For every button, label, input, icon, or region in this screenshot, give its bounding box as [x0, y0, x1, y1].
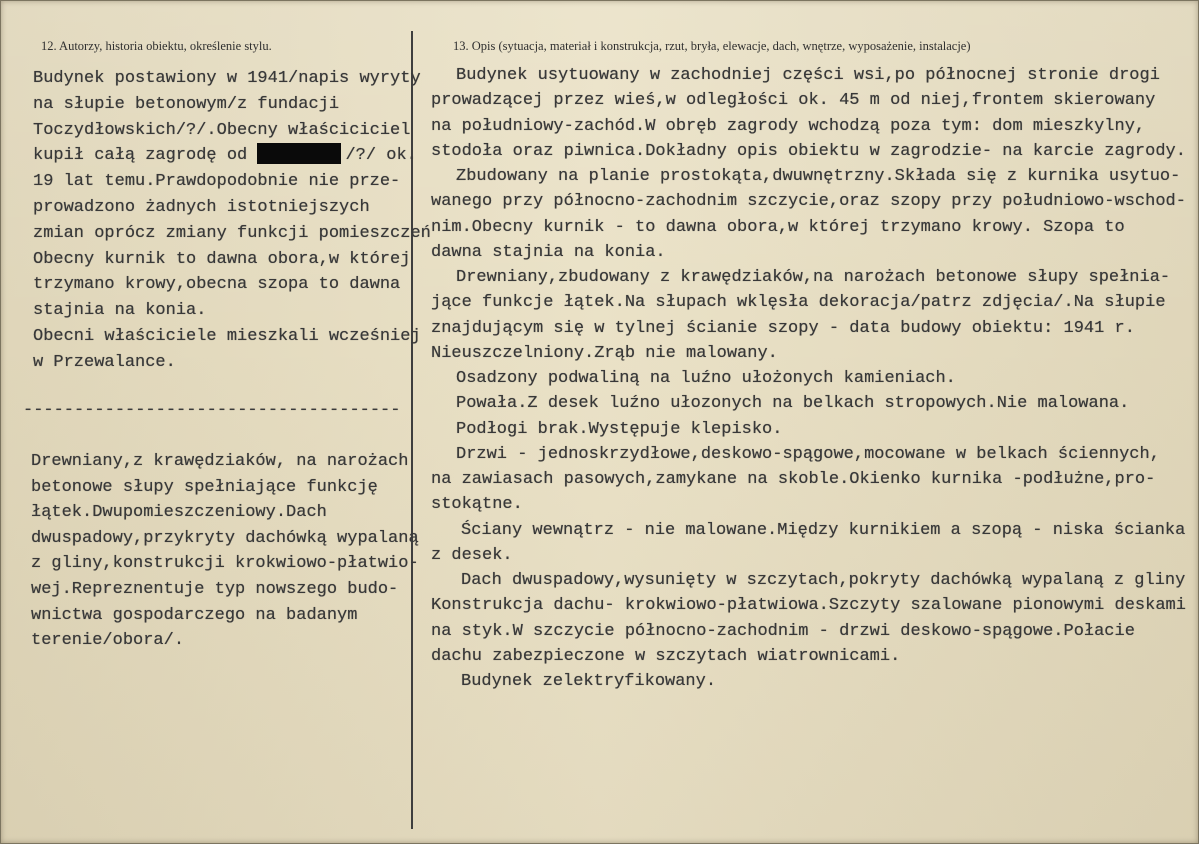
history-line: trzymano krowy,obecna szopa to dawna: [33, 275, 401, 295]
history-line: w Przewalance.: [33, 352, 176, 372]
history-line-part: kupił całą zagrodę od: [33, 146, 258, 166]
description-line: Dach dwuspadowy,wysunięty w szczytach,pokryty dachówką wypalaną z gliny: [461, 571, 1186, 590]
style-line: z gliny,konstrukcji krokwiowo-płatwio-: [31, 554, 419, 574]
description-line: Drzwi - jednoskrzydłowe,deskowo-spągowe,mocowane w belkach ściennych,: [456, 444, 1160, 464]
description-line: Ściany wewnątrz - nie malowane.Między kurnikiem a szopą - niska ścianka: [461, 520, 1186, 540]
description-line: stodoła oraz piwnica.Dokładny opis obiektu w zagrodzie- na karcie zagrody.: [431, 141, 1186, 161]
style-line: Drewniany,z krawędziaków, na narożach: [31, 452, 409, 471]
description-line: prowadzącej przez wieś,w odległości ok. 45 m od niej,frontem skierowany: [431, 91, 1156, 111]
style-line: wej.Repreznentuje typ nowszego budo-: [31, 579, 399, 599]
description-line: na zawiasach pasowych,zamykane na skoble.Okienko kurnika -podłużne,pro-: [431, 470, 1156, 489]
history-text: [33, 66, 431, 376]
style-line: betonowe słupy spełniające funkcję: [31, 477, 378, 497]
description-line: Budynek usytuowany w zachodniej części wsi,po północnej stronie drogi: [456, 66, 1160, 85]
description-line: na południowy-zachód.W obręb zagrody wchodzą poza tym: dom mieszkylny,: [431, 116, 1146, 136]
history-line: Toczydłowskich/?/.Obecny właściciciel: [33, 120, 411, 140]
description-line: Osadzony podwaliną na luźno ułożonych kamieniach.: [456, 369, 956, 388]
description-line: znajdującym się w tylnej ścianie szopy - data budowy obiektu: 1941 r.: [431, 318, 1135, 338]
description-line: Powała.Z desek luźno ułozonych na belkach stropowych.Nie malowana.: [456, 394, 1130, 414]
history-line: 19 lat temu.Prawdopodobnie nie prze-: [33, 172, 401, 192]
section-12-heading: 12. Autorzy, historia obiektu, określenie stylu.: [41, 39, 272, 53]
description-line: nim.Obecny kurnik - to dawna obora,w której trzymano krowy. Szopa to: [431, 217, 1125, 237]
history-line: na słupie betonowym/z fundacji: [33, 94, 340, 114]
history-line: stajnia na konia.: [33, 301, 207, 321]
description-line: stokątne.: [431, 495, 523, 515]
description-line: z desek.: [431, 545, 513, 565]
description-text: [431, 63, 1186, 694]
description-line: Podłogi brak.Występuje klepisko.: [456, 419, 783, 439]
description-line: Nieuszczelniony.Zrąb nie malowany.: [431, 343, 778, 363]
history-line: Obecni właściciele mieszkali wcześniej: [33, 326, 421, 346]
description-line: wanego przy północno-zachodnim szczycie,oraz szopy przy południowo-wschod-: [431, 192, 1186, 212]
description-line: Drewniany,zbudowany z krawędziaków,na narożach betonowe słupy spełnia-: [456, 268, 1171, 287]
history-line: Budynek postawiony w 1941/napis wyryty: [33, 69, 421, 88]
description-line: dachu zabezpieczone w szczytach wiatrownicami.: [431, 646, 901, 666]
history-line-redacted: [33, 143, 431, 169]
description-line: Konstrukcja dachu- krokwiowo-płatwiowa.Szczyty szalowane pionowymi deskami: [431, 596, 1186, 616]
style-line: dwuspadowy,przykryty dachówką wypalaną: [31, 528, 419, 548]
style-line: terenie/obora/.: [31, 631, 185, 651]
history-line: zmian oprócz zmiany funkcji pomieszczeń: [33, 223, 431, 243]
description-line: Zbudowany na planie prostokąta,dwuwnętrzny.Składa się z kurnika usytuo-: [456, 167, 1181, 186]
style-line: łątek.Dwupomieszczeniowy.Dach: [31, 503, 327, 523]
separator-line: -------------------------------------: [23, 401, 401, 420]
history-line: prowadzono żadnych istotniejszych: [33, 197, 370, 217]
section-13-heading: 13. Opis (sytuacja, materiał i konstrukcja, rzut, bryła, elewacje, dach, wnętrze, wyposażenie, instalacje): [453, 39, 971, 53]
history-line: Obecny kurnik to dawna obora,w której: [33, 249, 411, 269]
dashed-separator: [23, 398, 400, 424]
description-line: jące funkcje łątek.Na słupach wklęsła dekoracja/patrz zdjęcia/.Na słupie: [431, 293, 1166, 313]
redaction-box: [257, 143, 341, 164]
description-line: na styk.W szczycie północno-zachodnim - drzwi deskowo-spągowe.Połacie: [431, 621, 1135, 641]
description-line: Budynek zelektryfikowany.: [461, 672, 717, 691]
style-line: wnictwa gospodarczego na badanym: [31, 605, 358, 625]
description-line: dawna stajnia na konia.: [431, 242, 666, 262]
history-line-part: /?/ ok.: [345, 146, 417, 166]
style-text: [31, 449, 419, 654]
